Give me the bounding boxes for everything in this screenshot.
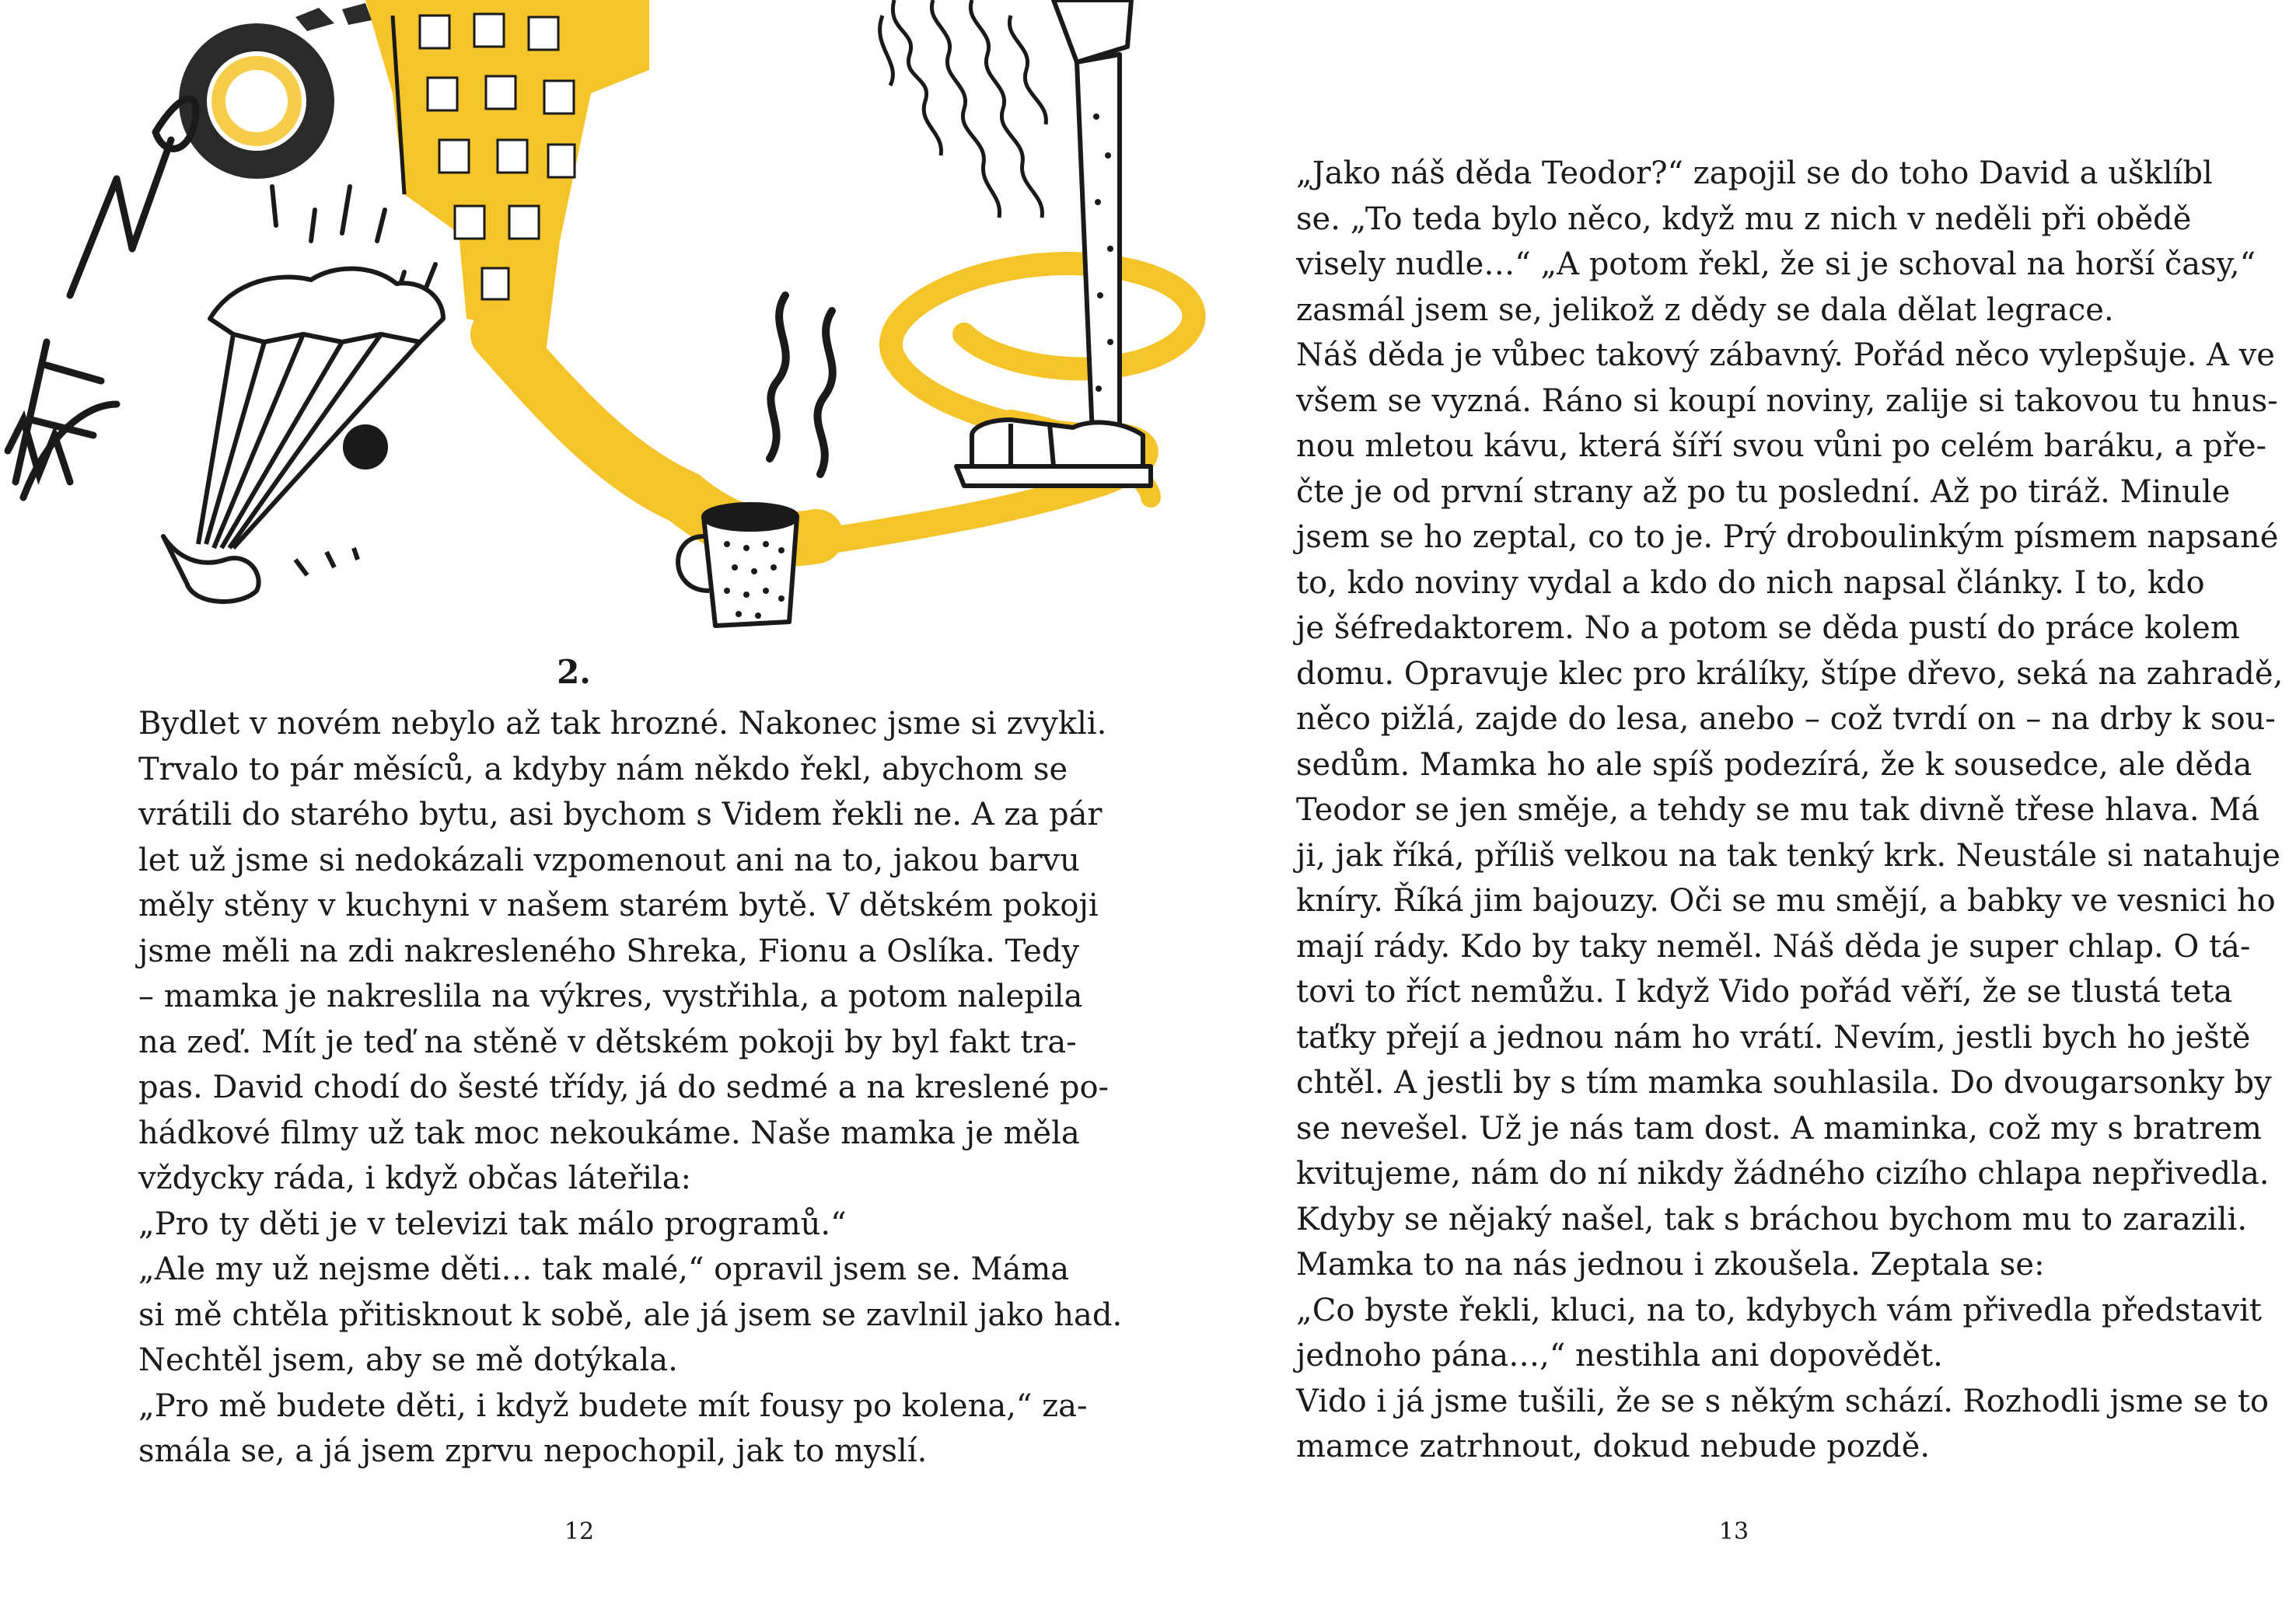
text-line: se nevešel. Už je nás tam dost. A maminka, což my s bratrem	[1296, 1110, 2262, 1147]
text-line: chtěl. A jestli by s tím mamka souhlasila. Do dvougarsonky by	[1296, 1065, 2272, 1101]
text-line: se. „To teda bylo něco, když mu z nich v neděli při obědě	[1296, 201, 2192, 237]
text-line: zasmál jsem se, jelikož z dědy se dala dělat legrace.	[1296, 291, 2114, 328]
text-line: sedům. Mamka ho ale spíš podezírá, že k sousedce, ale děda	[1296, 746, 2252, 783]
text-line: Mamka to na nás jednou i zkoušela. Zeptala se:	[1296, 1247, 2045, 1283]
text-line: Vido i já jsme tušili, že se s někým schází. Rozhodli jsme se to	[1296, 1383, 2269, 1419]
page-number: 13	[1718, 1518, 1749, 1545]
text-line: kvitujeme, nám do ní nikdy žádného cizího chlapa nepřivedla.	[1296, 1156, 2270, 1192]
text-line: jednoho pána…,“ nestihla ani dopovědět.	[1296, 1338, 1943, 1373]
text-line: čte je od první strany až po tu poslední. Až po tiráž. Minule	[1296, 473, 2231, 510]
text-line: Nechtěl jsem, aby se mě dotýkala.	[138, 1342, 678, 1378]
text-line: měly stěny v kuchyni v našem starém bytě. V dětském pokoji	[138, 888, 1099, 923]
text-line: hádkové filmy už tak moc nekoukáme. Naše mamka je měla	[138, 1115, 1080, 1151]
left-page-body	[138, 701, 1123, 1475]
text-line: mamce zatrhnout, dokud nebude pozdě.	[1296, 1429, 1931, 1464]
text-line: vždycky ráda, i když občas láteřila:	[138, 1161, 692, 1196]
text-line: vrátili do starého bytu, asi bychom s Videm řekli ne. A za pár	[138, 797, 1103, 832]
text-line: mají rády. Kdo by taky neměl. Náš děda je super chlap. O tá-	[1296, 928, 2251, 965]
text-line: let už jsme si nedokázali vzpomenout ani na to, jakou barvu	[138, 842, 1080, 878]
text-line: „Pro ty děti je v televizi tak málo programů.“	[138, 1206, 847, 1242]
text-line: pas. David chodí do šesté třídy, já do sedmé a na kreslené po-	[138, 1070, 1110, 1105]
text-line: Teodor se jen směje, a tehdy se mu tak divně třese hlava. Má	[1296, 792, 2260, 828]
text-line: Trvalo to pár měsíců, a kdyby nám někdo řekl, abychom se	[138, 751, 1068, 787]
text-line: jsme měli na zdi nakresleného Shreka, Fionu a Oslíka. Tedy	[138, 933, 1080, 969]
text-line: ji, jak říká, příliš velkou na tak tenký krk. Neustále si natahuje	[1296, 837, 2280, 874]
text-line: „Jako náš děda Teodor?“ zapojil se do toho David a ušklíbl	[1296, 155, 2213, 191]
chapter-number: 2.	[557, 653, 591, 691]
text-line: nou mletou kávu, která šíří svou vůni po celém baráku, a pře-	[1296, 428, 2267, 464]
text-line: je šéfredaktorem. No a potom se děda pustí do práce kolem	[1296, 610, 2240, 646]
text-line: všem se vyzná. Ráno si koupí noviny, zalije si takovou tu hnus-	[1296, 382, 2278, 419]
text-line: si mě chtěla přitisknout k sobě, ale já jsem se zavlnil jako had.	[138, 1297, 1123, 1333]
text-line: domu. Opravuje klec pro králíky, štípe dřevo, seká na zahradě,	[1296, 655, 2284, 692]
right-page-body	[1296, 151, 2284, 1470]
text-line: něco pižlá, zajde do lesa, anebo – což tvrdí on – na drby k sou-	[1296, 701, 2276, 737]
text-line: Kdyby se nějaký našel, tak s bráchou bychom mu to zarazili.	[1296, 1201, 2248, 1237]
text-line: „Pro mě budete děti, i když budete mít fousy po kolena,“ za-	[138, 1387, 1088, 1424]
text-line: to, kdo noviny vydal a kdo do nich napsal články. I to, kdo	[1296, 564, 2205, 601]
text-line: jsem se ho zeptal, co to je. Prý droboulinkým písmem napsané	[1296, 519, 2279, 555]
page-number: 12	[564, 1518, 595, 1545]
text-line: kníry. Říká jim bajouzy. Oči se mu smějí, a babky ve vesnici ho	[1296, 883, 2276, 919]
text-line: taťky přejí a jednou nám ho vrátí. Nevím, jestli bych ho ještě	[1296, 1019, 2251, 1056]
right-page	[1148, 0, 2296, 1616]
text-line: tovi to říct nemůžu. I když Vido pořád věří, že se tlustá teta	[1296, 974, 2233, 1010]
text-line: smála se, a já jsem zprvu nepochopil, jak to myslí.	[138, 1433, 928, 1469]
text-line: – mamka je nakreslila na výkres, vystřihla, a potom nalepila	[138, 979, 1083, 1014]
text-line: visely nudle…“ „A potom řekl, že si je schoval na horší časy,“	[1296, 246, 2256, 282]
text-line: „Co byste řekli, kluci, na to, kdybych vám přivedla představit	[1296, 1292, 2262, 1328]
text-line: „Ale my už nejsme děti… tak malé,“ opravil jsem se. Máma	[138, 1251, 1070, 1287]
text-line: Náš děda je vůbec takový zábavný. Pořád něco vylepšuje. A ve	[1296, 337, 2275, 373]
text-line: na zeď. Mít je teď na stěně v dětském pokoji by byl fakt tra-	[138, 1024, 1077, 1060]
text-line: Bydlet v novém nebylo až tak hrozné. Nakonec jsme si zvykli.	[138, 706, 1107, 742]
